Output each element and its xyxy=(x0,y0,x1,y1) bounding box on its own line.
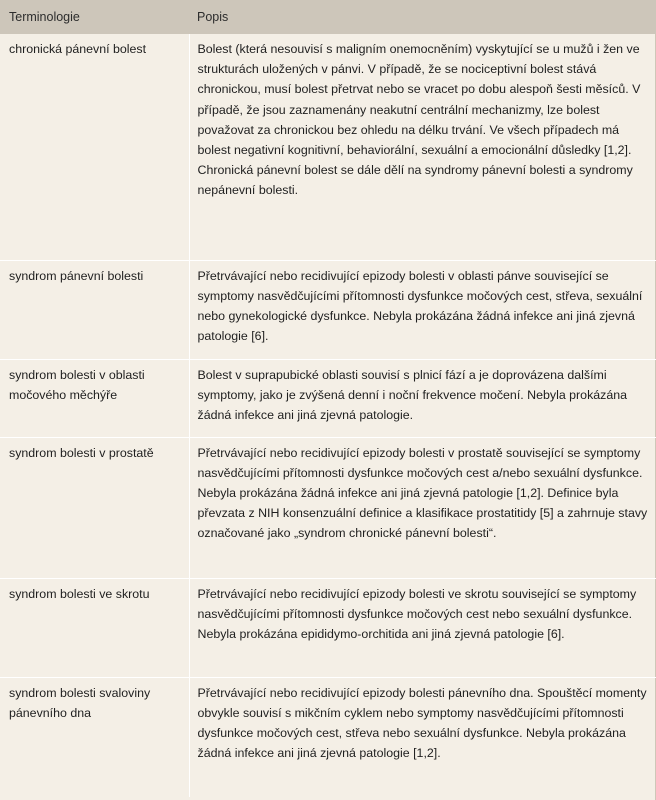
description-cell: Bolest (která nesouvisí s maligním onemocněním) vyskytující se u mužů i žen ve strukturách uložených v pánvi. V případě, že se nociceptivní bolest stává chronickou, musí bolest přetrvat nebo se vracet po dobu alespoň šesti měsíců. V případě, že jsou zaznamenány neakutní centrální mechanizmy, lze bolest považovat za chronickou bez ohledu na délku trvání. Ve všech případech má bolest negativní kognitivní, behaviorální, sexuální a emocionální důsledky [1,2]. Chronická pánevní bolest se dále dělí na syndromy pánevní bolesti a syndromy nepánevní bolesti. xyxy=(189,34,656,260)
term-cell: syndrom bolesti ve skrotu xyxy=(0,578,189,677)
header-description: Popis xyxy=(197,10,229,24)
table-row xyxy=(0,437,656,578)
term-cell: syndrom pánevní bolesti xyxy=(0,260,189,359)
header-row xyxy=(0,0,656,34)
table-header xyxy=(0,0,656,34)
term-cell: syndrom bolesti svaloviny pánevního dna xyxy=(0,677,189,797)
table-row xyxy=(0,359,656,437)
table-row xyxy=(0,260,656,359)
term-cell: syndrom bolesti v oblasti močového měchýře xyxy=(0,359,189,437)
table-row xyxy=(0,578,656,677)
header-terminology: Terminologie xyxy=(9,10,80,24)
description-cell: Přetrvávající nebo recidivující epizody bolesti v prostatě související se symptomy nasvědčujícími přítomnosti dysfunkce močových cest a/nebo sexuální dysfunkce. Nebyla prokázána žádná infekce ani jiná zjevná patologie [1,2]. Definice byla převzata z NIH konsenzuální definice a klasifikace prostatitidy [5] a zahrnuje stavy označované jako „syndrom chronické pánevní bolesti“. xyxy=(189,437,656,578)
term-cell: chronická pánevní bolest xyxy=(9,42,147,56)
table-body xyxy=(0,34,656,797)
description-cell: Přetrvávající nebo recidivující epizody bolesti ve skrotu související se symptomy nasvědčujícími přítomnosti dysfunkce močových cest nebo sexuální dysfunkce. Nebyla prokázána epididymo-orchitida ani jiná zjevná patologie [6]. xyxy=(189,578,656,677)
table-row xyxy=(0,34,656,260)
table-row xyxy=(0,677,656,797)
description-cell: Přetrvávající nebo recidivující epizody bolesti v oblasti pánve související se symptomy nasvědčujícími přítomnosti dysfunkce močových cest, střeva, sexuální nebo gynekologické dysfunkce. Nebyla prokázána žádná infekce ani jiná zjevná patologie [6]. xyxy=(189,260,656,359)
description-cell: Bolest v suprapubické oblasti souvisí s plnicí fází a je doprovázena dalšími symptomy, jako je zvýšená denní i noční frekvence močení. Nebyla prokázána žádná infekce ani jiná zjevná patologie. xyxy=(189,359,656,437)
term-cell: syndrom bolesti v prostatě xyxy=(0,437,189,578)
description-cell: Přetrvávající nebo recidivující epizody bolesti pánevního dna. Spouštěcí momenty obvykle souvisí s mikčním cyklem nebo symptomy nasvědčujícími přítomnosti dysfunkce močových cest, střeva nebo sexuální dysfunkce. Nebyla prokázána žádná infekce ani jiná zjevná patologie [1,2]. xyxy=(189,677,656,797)
